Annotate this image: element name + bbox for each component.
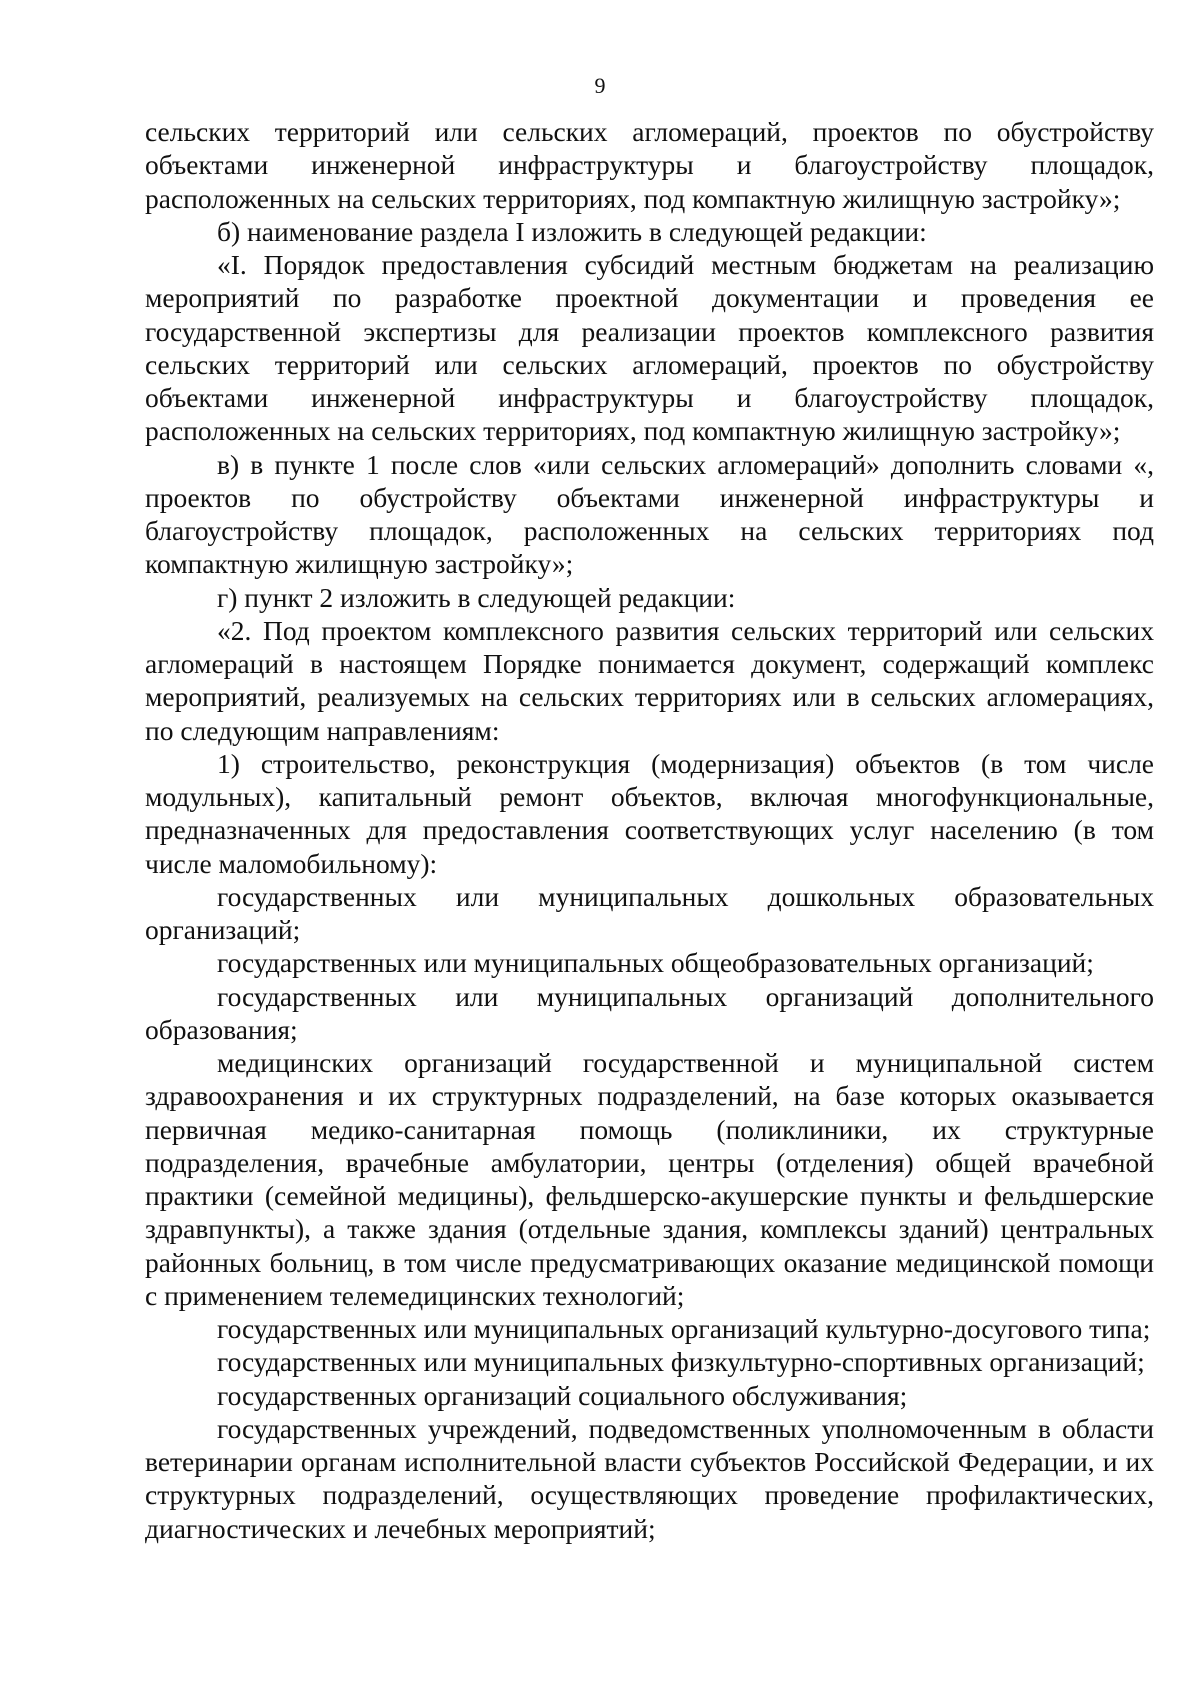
list-item-veterinary: государственных учреждений, подведомственных уполномоченным в области ветеринарии органам исполнительной власти субъектов Российской Федерации, и их структурных подразделений, осуществляющих проведение профилактических, диагностических и лечебных мероприятий; [145, 1412, 1154, 1544]
paragraph-point-2: «2. Под проектом комплексного развития сельских территорий или сельских агломераций в настоящем Порядке понимается документ, содержащий комплекс мероприятий, реализуемых на сельских территориях или в сельских агломерациях, по следующим направлениям: [145, 614, 1154, 746]
list-item-additional-education: государственных или муниципальных организаций дополнительного образования; [145, 980, 1154, 1045]
list-item-preschool: государственных или муниципальных дошкольных образовательных организаций; [145, 880, 1154, 945]
paragraph-section-title-quote: «I. Порядок предоставления субсидий местным бюджетам на реализацию мероприятий по разработке проектной документации и проведения ее государственной экспертизы для реализации проектов комплексного развития сельских территорий или сельских агломераций, проектов по обустройству объектами инженерной инфраструктуры и благоустройству площадок, расположенных на сельских территориях, под компактную жилищную застройку»; [145, 249, 1154, 447]
paragraph-item-v: в) в пункте 1 после слов «или сельских агломераций» дополнить словами «, проектов по обустройству объектами инженерной инфраструктуры и благоустройству площадок, расположенных на сельских территориях под компактную жилищную застройку»; [145, 448, 1154, 580]
document-body [145, 115, 1154, 1545]
page-number: 9 [594, 73, 606, 98]
paragraph-subpoint-1: 1) строительство, реконструкция (модернизация) объектов (в том числе модульных), капитальный ремонт объектов, включая многофункциональные, предназначенных для предоставления соответствующих услуг населению (в том числе маломобильному): [145, 747, 1154, 879]
list-item-medical: медицинских организаций государственной и муниципальной систем здравоохранения и их структурных подразделений, на базе которых оказывается первичная медико-санитарная помощь (поликлиники, их структурные подразделения, врачебные амбулатории, центры (отделения) общей врачебной практики (семейной медицины), фельдшерско-акушерские пункты и фельдшерские здравпункты), а также здания (отдельные здания, комплексы зданий) центральных районных больниц, в том числе предусматривающих оказание медицинской помощи с применением телемедицинских технологий; [145, 1047, 1154, 1311]
list-item-culture: государственных или муниципальных организаций культурно-досугового типа; [217, 1313, 1151, 1344]
paragraph-continuation: сельских территорий или сельских агломераций, проектов по обустройству объектами инженерной инфраструктуры и благоустройству площадок, расположенных на сельских территориях, под компактную жилищную застройку»; [145, 116, 1154, 214]
list-item-social-service: государственных организаций социального обслуживания; [217, 1379, 908, 1411]
list-item-sports: государственных или муниципальных физкультурно-спортивных организаций; [217, 1346, 1145, 1378]
paragraph-item-b: б) наименование раздела I изложить в следующей редакции: [217, 215, 927, 247]
paragraph-item-g: г) пункт 2 изложить в следующей редакции: [217, 581, 736, 613]
list-item-general-education: государственных или муниципальных общеобразовательных организаций; [217, 947, 1094, 979]
